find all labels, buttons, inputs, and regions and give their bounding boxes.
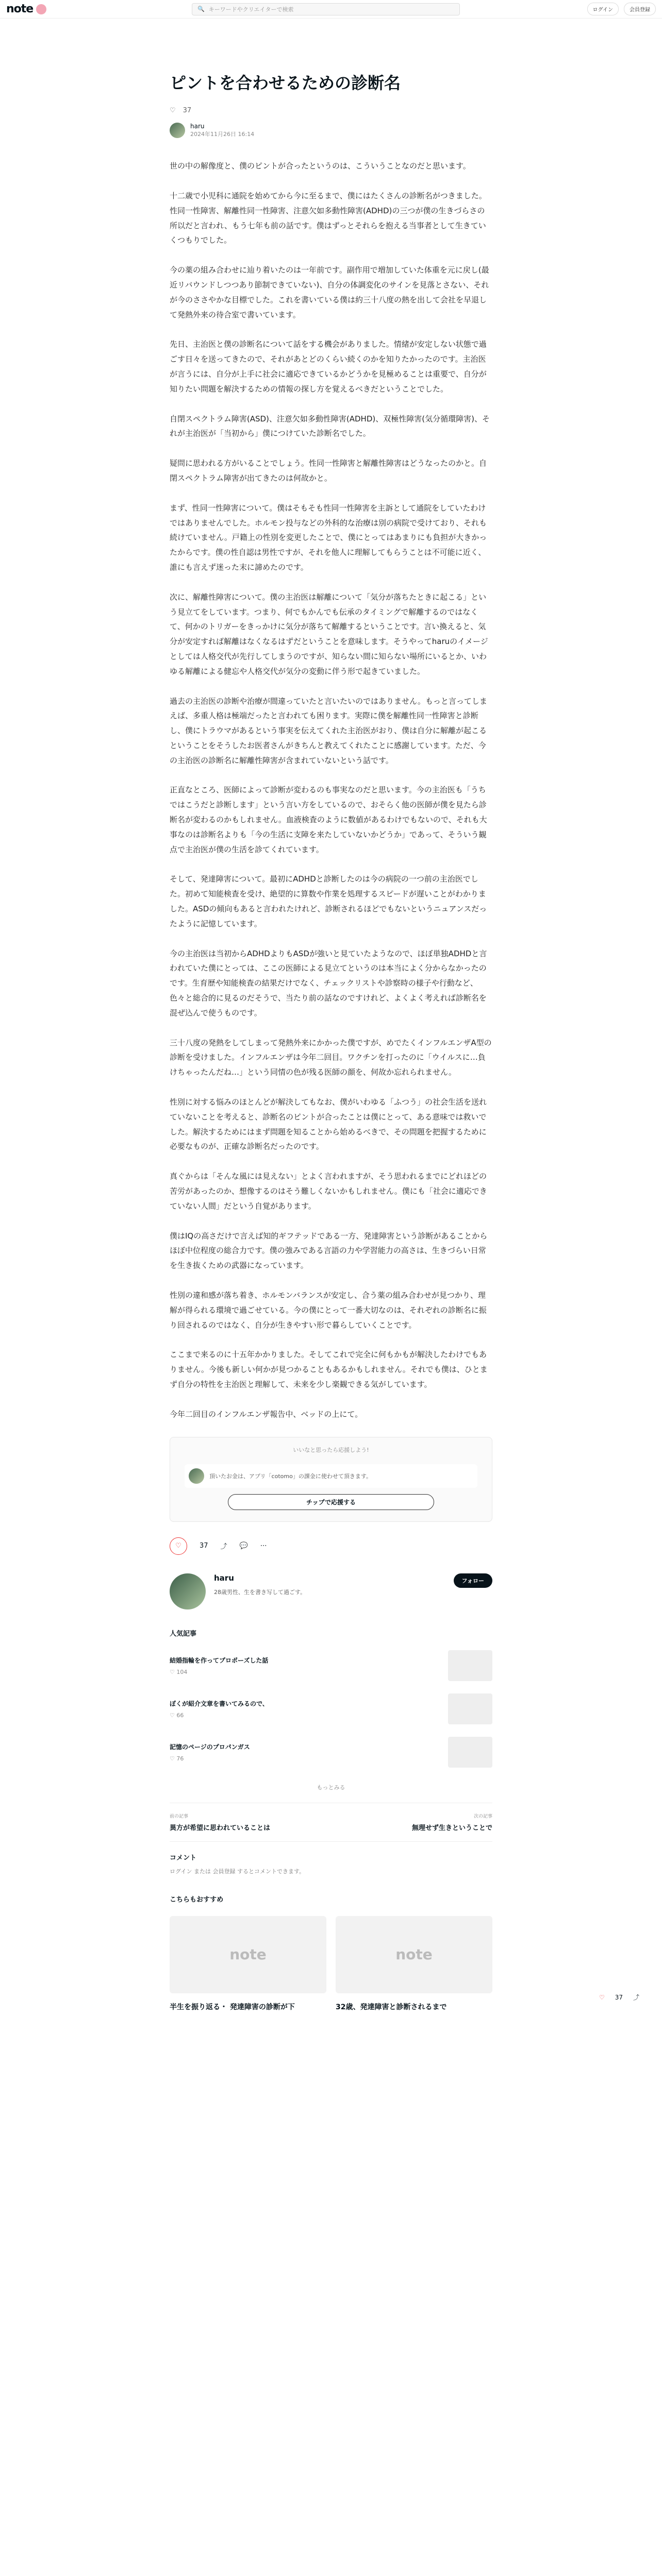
paragraph: 真ぐからは「そんな風には見えない」とよく言われますが、そう思われるまでにどれほどの苦労があったのか、想像するのはそう難しくないかもしれません。僕にも「社会に適応できていない人間」だという自覚があります。 (170, 1172, 487, 1211)
paragraph: 性別に対する悩みのほとんどが解決してもなお、僕がいわゆる「ふつう」の社会生活を送れていないことを考えると、診断名のピントが合ったことは僕にとって、ある意味では救いでした。解決するためにはまず問題を知ることから始めるべきで、その問題を把握するために必要なものが、正確な診断名だったのです。 (170, 1097, 487, 1151)
float-heart-icon[interactable]: ♡ (599, 1993, 605, 2001)
top-header (0, 0, 662, 19)
prev-label: 前の記事 (170, 1814, 189, 1819)
popular-list (170, 1650, 492, 1768)
rec-card[interactable] (170, 1916, 326, 2012)
paragraph: 今の主治医は当初からADHDよりもASDが強いと見ていたようなので、ほぼ単独ADHDと言われていた僕にとっては、ここの医師による見立てというのは本当によく分からなかったのです。生育歴や知能検査の結果だけでなく、チェックリストや診察時の様子や行動など、色々と総合的に見るのだそうで、当たり前の話なのですけれど、よくよく考えれば診断名を混ぜ込んで使うものです。 (170, 948, 487, 1018)
prev-article[interactable] (170, 1812, 270, 1832)
paragraph: 過去の主治医の診断や治療が間違っていたと言いたいのではありません。もっと言ってしまえば、多重人格は極端だったと言われても困ります。実際に僕を解離性同一性障害と診断し、僕にトラウマがあるという事実を伝えてくれた主治医がおり、僕は自分に解離が起こるということをそうしたお医者さんがきちんと教えてくれたことに感謝しています。ただ、今の主治医の診断名に解離性障害が含まれていないという話です。 (170, 696, 487, 765)
popular-title: 人気記事 (170, 1630, 197, 1638)
paragraph: そして、発達障害について。最初にADHDと診断したのは今の病院の一つ前の主治医でした。初めて知能検査を受け、絶望的に算数や作業を処理するスピードが遅いことがわかりました。ASDの傾向もあると言われたけれど、診断されるほどでもないというニュアンスだったように記憶しています。 (170, 874, 487, 928)
tip-button[interactable]: チップで応援する (228, 1494, 434, 1510)
author-name[interactable]: haru (190, 123, 205, 130)
popular-item-title: ぼくが紹介文章を書いてみるので、 (170, 1700, 269, 1707)
thumbnail: note (336, 1916, 492, 1993)
paragraph: 自閉スペクトラム障害(ASD)、注意欠如多動性障害(ADHD)、双極性障害(気分循環障害)、それが主治医が「当初から」僕につけていた診断名でした。 (170, 414, 490, 438)
rec-card[interactable] (336, 1916, 492, 2012)
recs-title: こちらもおすすめ (170, 1895, 224, 1904)
share-icon[interactable]: ⤴ (220, 1543, 227, 1551)
tip-question: いいなと思ったら応援しよう! (293, 1446, 369, 1453)
signup-button[interactable]: 会員登録 (624, 3, 656, 15)
paragraph: 今年二回目のインフルエンザ報告中、ベッドの上にて。 (170, 1409, 363, 1419)
logo-text: note (6, 3, 34, 15)
paragraph: 世の中の解像度と、僕のピントが合ったというのは、こういうことなのだと思います。 (170, 161, 471, 171)
tip-sub-text: 頂いたお金は、アプリ「cotomo」の課金に使わせて頂きます。 (209, 1472, 372, 1480)
paragraph: 今の薬の組み合わせに辿り着いたのは一年前です。副作用で増加していた体重を元に戻し(最近リバウンドしつつあり節制できていない)、自分の体調変化のサインを見落とさない、それが今のささやかな目標でした。これを書いている僕は約三十八度の熱を出して会社を早退して発熱外来の待合室で書いています。 (170, 265, 489, 319)
list-item[interactable] (170, 1693, 492, 1724)
popular-item-title: 結婚指輪を作ってプロポーズした話 (170, 1656, 269, 1664)
publish-date: 2024年11月26日 16:14 (190, 131, 255, 138)
article-like-count: 37 (183, 107, 192, 115)
article-body (170, 159, 492, 1421)
search-icon: 🔍 (197, 6, 205, 12)
paragraph: 三十八度の発熱をしてしまって発熱外来にかかった僕ですが、めでたくインフルエンザA型の診断を受けました。インフルエンザは今年二回目。ワクチンを打ったのに「ウイルスに…負けちゃったんだね…」という同情の色が残る医師の顔を、何故か忘れられません。 (170, 1038, 492, 1077)
popular-item-likes: ♡ 76 (170, 1755, 184, 1762)
search-placeholder: キーワードやクリエイターで検索 (208, 6, 294, 13)
thumbnail (448, 1693, 492, 1724)
follow-button[interactable]: フォロー (454, 1573, 492, 1588)
note-logo[interactable] (6, 3, 192, 15)
avatar (189, 1468, 204, 1484)
popular-item-likes: ♡ 66 (170, 1711, 184, 1719)
creator-bio: 28歳男性、生を書き写して過ごす。 (214, 1588, 306, 1596)
author-line (170, 123, 492, 138)
floating-actions (599, 1993, 639, 2002)
rec-title: 半生を振り返る・ 発達障害の診断が下 (170, 2003, 295, 2011)
article-nav (170, 1803, 492, 1842)
list-item[interactable] (170, 1737, 492, 1768)
next-title: 無理せず生きということで (411, 1824, 492, 1832)
popular-item-title: 記憶のページのプロパンガス (170, 1743, 250, 1751)
article-title: ピントを合わせるための診断名 (170, 73, 401, 93)
action-row (170, 1537, 492, 1555)
paragraph: まず、性同一性障害について。僕はそもそも性同一性障害を主訴として通院をしていたわけではありませんでした。ホルモン投与などの外科的な治療は別の病院で受けており、それも続けていません。戸籍上の性別を変更したことで、僕にとってはあまりにも負担が大きかったからです。僕の性自認は男性ですが、それを他人に理解してもらうことは不可能に近く、誰にも言えず迷った末に諦めたのです。 (170, 503, 487, 572)
tip-message (185, 1464, 477, 1488)
next-label: 次の記事 (473, 1814, 492, 1819)
popular-item-likes: ♡ 104 (170, 1668, 188, 1675)
like-count: 37 (200, 1542, 208, 1550)
article (170, 72, 492, 2012)
avatar[interactable] (170, 1573, 206, 1609)
float-like-count: 37 (615, 1993, 623, 2001)
paragraph: 十二歳で小児科に通院を始めてから今に至るまで、僕にはたくさんの診断名がつきました。性同一性障害、解離性同一性障害、注意欠如多動性障害(ADHD)の三つが僕の生きづらさの所以だと言われ、もう七年も前の話です。僕はずっとそれらを抱える当事者として生きていくつもりでした。 (170, 191, 487, 245)
rec-title: 32歳、発達障害と診断されるまで (336, 2003, 447, 2011)
login-button[interactable]: ログイン (587, 3, 619, 15)
prev-title: 異方が希望に思われていることは (170, 1824, 271, 1832)
paragraph: 僕はIQの高さだけで言えば知的ギフテッドである一方、発達障害という診断があることからほぼ中位程度の総合力です。僕の強みである言語の力や学習能力の高さは、生きづらい日常を生き抜くための武器になっています。 (170, 1231, 488, 1270)
paragraph: 性別の違和感が落ち着き、ホルモンバランスが安定し、合う薬の組み合わせが見つかり、理解が得られる環境で過ごせている。今の僕にとって一番大切なのは、それぞれの診断名に振り回されるのではなく、自分が生きやすい形で暮らしていくことです。 (170, 1291, 487, 1330)
paragraph: 次に、解離性障害について。僕の主治医は解離について「気分が落ちたときに起こる」という見立てをしています。つまり、何でもかんでも伝承のタイミングで解離するのではなくて、何かのトリガーをきっかけに気分が落ちて解離するということです。言い換えると、気分が安定すれば解離はなくなるはずだということを意味します。そうやってharuのイメージとしては人格交代が先行してしまうのですが、知らない間に知らない場所にいるとか、いわゆる解離による健忘や人格交代が気分の変動に伴う形で起きていました。 (170, 592, 488, 676)
creator-card (170, 1573, 492, 1609)
more-link[interactable]: もっとみる (317, 1784, 345, 1791)
thumbnail: note (170, 1916, 326, 1993)
like-button[interactable]: ♡ (170, 1537, 187, 1555)
paragraph: 先日、主治医と僕の診断名について話をする機会がありました。情緒が安定しない状態で過ごす日々を送ってきたので、それがあとどのくらい続くのかを知りたかったのです。主治医が言うには、自分が上手に社会に適応できているかどうかを見極めることは重要で、自分が知りたい問題を解決するための情報の探し方を覚えるべきだということでした。 (170, 340, 487, 394)
heart-icon[interactable]: ♡ (170, 107, 176, 115)
paragraph: ここまで来るのに十五年かかりました。そしてこれで完全に何もかもが解決したわけでもありません。今後も新しい何かが見つかることもあるかもしれません。それでも僕は、ひとまず自分の特性を主治医と理解して、未来を少し楽観できる気がしています。 (170, 1350, 488, 1389)
comments-login-text[interactable]: ログイン または 会員登録 するとコメントできます。 (170, 1868, 305, 1875)
creator-name[interactable]: haru (214, 1573, 234, 1583)
search-input[interactable] (192, 3, 460, 15)
next-article[interactable] (412, 1812, 492, 1832)
list-item[interactable] (170, 1650, 492, 1681)
thumbnail (448, 1650, 492, 1681)
logo-mascot-icon (36, 4, 46, 14)
recs-list (170, 1916, 492, 2012)
paragraph: 疑問に思われる方がいることでしょう。性同一性障害と解離性障害はどうなったのかと。自閉スペクトラム障害が出てきたのは何故かと。 (170, 459, 487, 483)
thumbnail (448, 1737, 492, 1768)
more-icon[interactable]: ⋯ (260, 1542, 267, 1550)
paragraph: 正直なところ、医師によって診断が変わるのも事実なのだと思います。今の主治医も「うちではこうだと診断します」という言い方をしているので、おそらく他の医師が僕を見たら診断名が変わるのかもしれません。血液検査のように数値があるわけでもないので、それも大事なのは診断名よりも「今の生活に支障を来たしていないかどうか」であって、そういう観点で主治医が僕の生活を診てくれています。 (170, 785, 487, 854)
float-share-icon[interactable]: ⤴ (633, 1994, 640, 2001)
avatar[interactable] (170, 123, 185, 138)
tip-card (170, 1437, 492, 1522)
comment-icon[interactable]: 💬 (239, 1542, 248, 1550)
comments-title: コメント (170, 1854, 197, 1862)
